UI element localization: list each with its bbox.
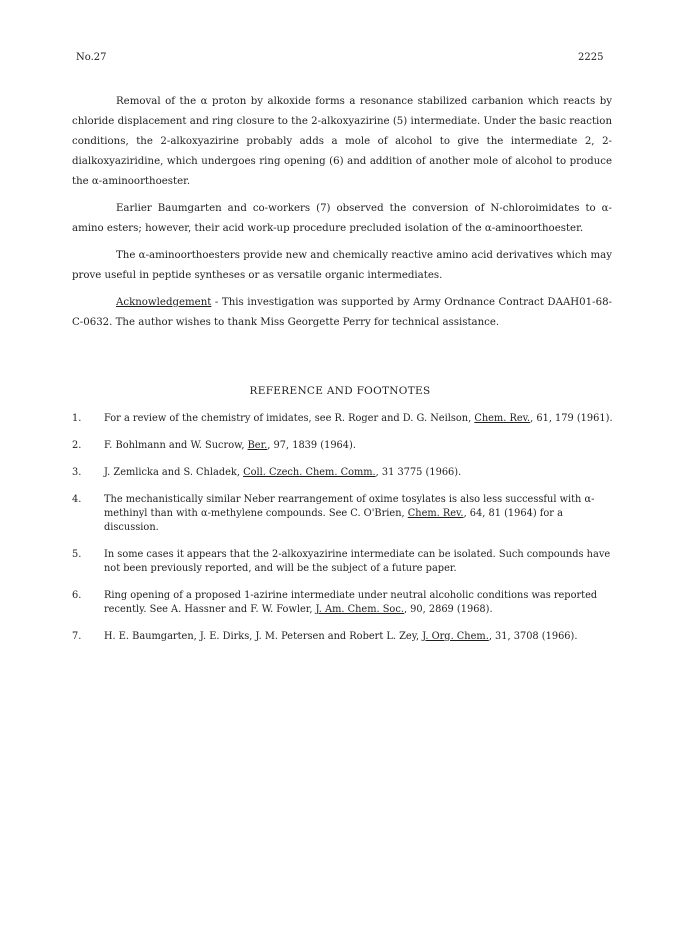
reference-journal: Chem. Rev. xyxy=(407,508,464,519)
reference-authors: Ring opening of a proposed 1-azirine intermediate under neutral alcoholic conditions was reported recently. See A. Hassner and F. W. Fowler, xyxy=(104,590,598,615)
acknowledgement-label: Acknowledgement xyxy=(116,297,212,308)
reference-number: 4. xyxy=(72,494,82,505)
reference-authors: The mechanistically similar Neber rearrangement of oxime tosylates is also less successful with α-methinyl than with α-methylene compounds. See C. O'Brien, xyxy=(104,494,595,519)
reference-item xyxy=(72,630,617,644)
reference-number: 1. xyxy=(72,413,82,424)
reference-journal: J. Am. Chem. Soc. xyxy=(315,604,404,615)
references-heading: REFERENCE AND FOOTNOTES xyxy=(249,385,431,397)
page-number: 2225 xyxy=(578,52,604,63)
reference-item xyxy=(72,466,617,480)
reference-text xyxy=(104,412,617,426)
reference-text xyxy=(104,439,617,453)
reference-journal: Chem. Rev. xyxy=(474,413,531,424)
reference-text xyxy=(104,630,617,644)
reference-journal: J. Org. Chem. xyxy=(422,631,489,642)
reference-item xyxy=(72,412,617,426)
acknowledgement-text: - This investigation was supported by Army Ordnance Contract DAAH01-68-C-0632. The author wishes to thank Miss Georgette Perry for technical assistance. xyxy=(72,297,612,328)
page-header-issue: No.27 xyxy=(76,52,107,63)
paragraph-acknowledgement xyxy=(72,293,612,333)
reference-authors: H. E. Baumgarten, J. E. Dirks, J. M. Petersen and Robert L. Zey, xyxy=(104,631,423,642)
reference-citation: , 61, 179 (1961). xyxy=(530,413,613,424)
reference-journal: Coll. Czech. Chem. Comm. xyxy=(243,467,376,478)
reference-item xyxy=(72,589,617,617)
reference-number: 3. xyxy=(72,467,82,478)
reference-item xyxy=(72,493,617,535)
paragraph-prior-work: Earlier Baumgarten and co-workers (7) observed the conversion of N-chloroimidates to α-amino esters; however, their acid work-up procedure precluded isolation of the α-aminoorthoester. xyxy=(72,203,612,234)
reference-journal: Ber. xyxy=(247,440,268,451)
reference-item xyxy=(72,439,617,453)
references-list xyxy=(72,412,617,657)
reference-citation: , 97, 1839 (1964). xyxy=(267,440,356,451)
reference-text xyxy=(104,589,617,617)
reference-item xyxy=(72,548,617,576)
body-text xyxy=(72,92,612,340)
reference-text xyxy=(104,493,617,535)
reference-authors: F. Bohlmann and W. Sucrow, xyxy=(104,440,248,451)
reference-text xyxy=(104,548,617,576)
reference-authors: In some cases it appears that the 2-alkoxyazirine intermediate can be isolated. Such compounds have not been previously reported, and will be the subject of a future paper. xyxy=(104,549,611,574)
reference-citation: , 90, 2869 (1968). xyxy=(403,604,493,615)
paragraph-applications: The α-aminoorthoesters provide new and chemically reactive amino acid derivatives which may prove useful in peptide syntheses or as versatile organic intermediates. xyxy=(72,250,612,281)
reference-authors: For a review of the chemistry of imidates, see R. Roger and D. G. Neilson, xyxy=(104,413,475,424)
reference-number: 7. xyxy=(72,631,82,642)
reference-text xyxy=(104,466,617,480)
paragraph-mechanism: Removal of the α proton by alkoxide forms a resonance stabilized carbanion which reacts by chloride displacement and ring closure to the 2-alkoxyazirine (5) intermediate. Under the basic reaction conditions, the 2-alkoxyazirine probably adds a mole of alcohol to give the intermediate 2, 2-dialkoxyaziridine, which undergoes ring opening (6) and addition of another mole of alcohol to produce the α-aminoorthoester. xyxy=(72,96,612,187)
reference-citation: , 64, 81 (1964) for a discussion. xyxy=(104,508,563,533)
reference-number: 5. xyxy=(72,549,82,560)
reference-number: 6. xyxy=(72,590,82,601)
reference-citation: , 31 3775 (1966). xyxy=(375,467,462,478)
reference-authors: J. Zemlicka and S. Chladek, xyxy=(104,467,244,478)
reference-citation: , 31, 3708 (1966). xyxy=(488,631,578,642)
reference-number: 2. xyxy=(72,440,82,451)
